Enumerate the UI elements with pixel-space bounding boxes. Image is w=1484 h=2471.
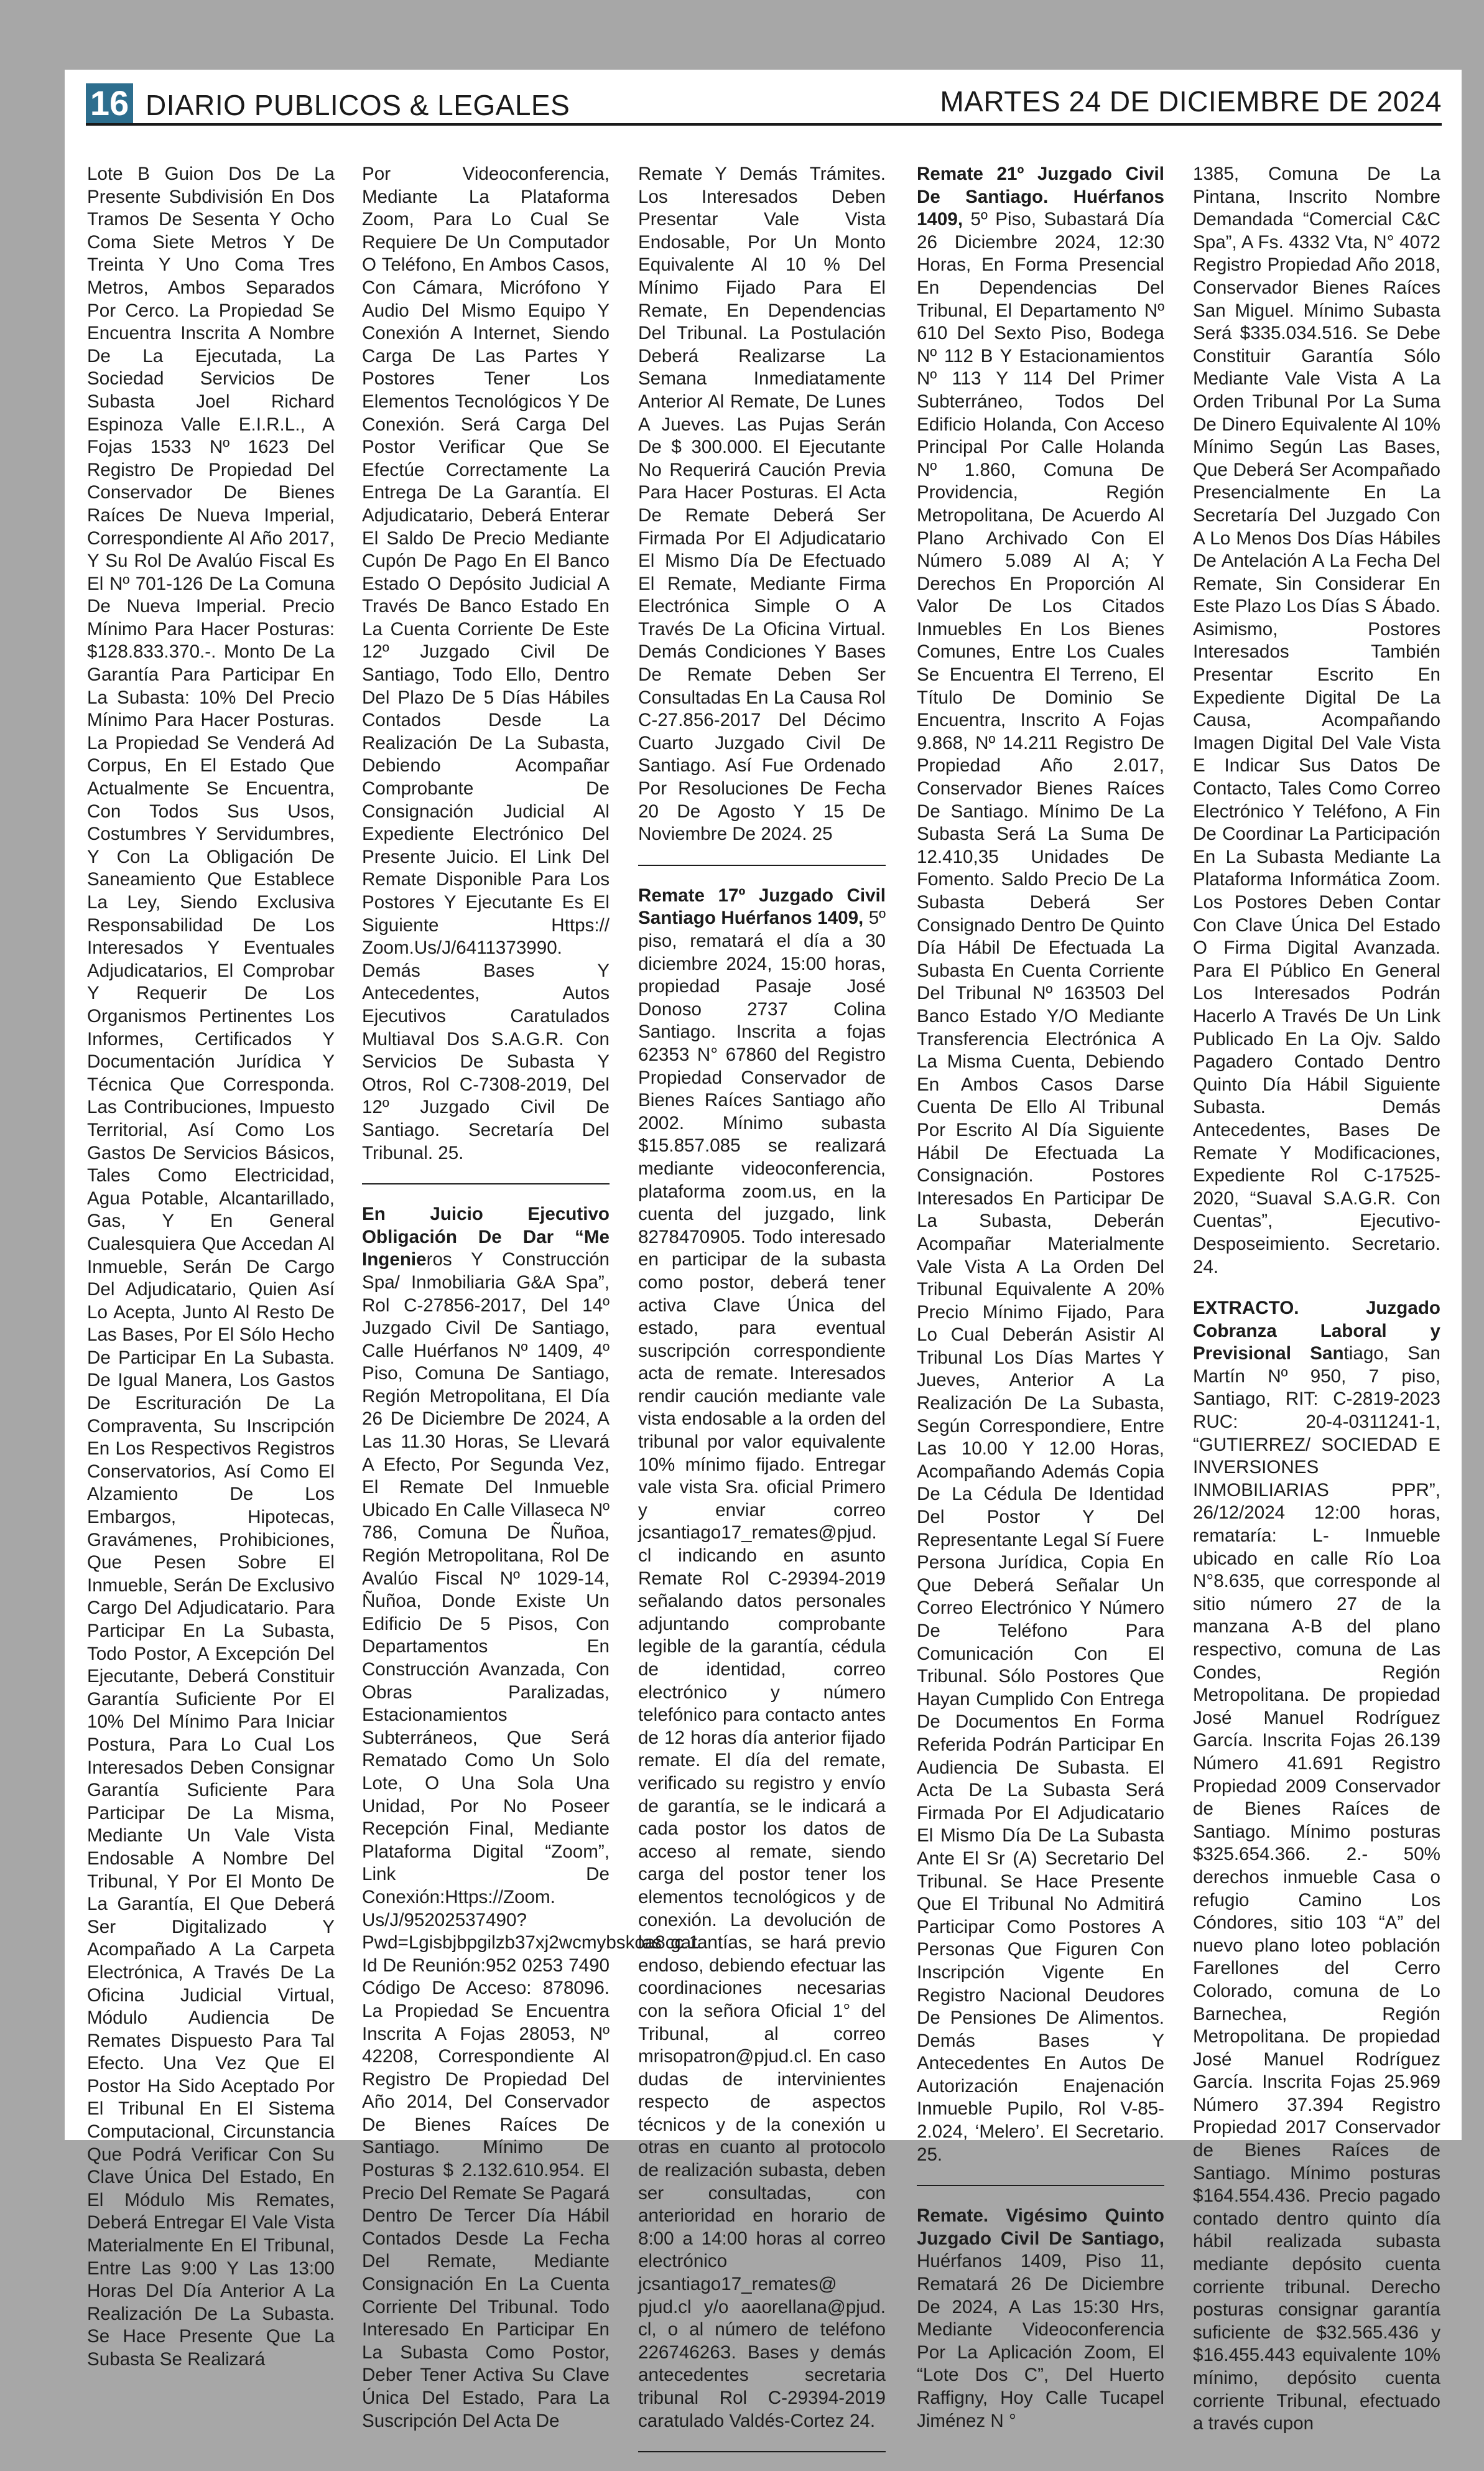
notice-body: Por Videoconferencia, Mediante La Plataforma Zoom, Para Lo Cual Se Requiere De Un Computador O Teléfono, En Ambos Casos, Con Cámara, Micrófono Y Audio Del Mismo Equipo Y Conexión A Internet, Siendo Carga De Las Partes Y Postores Tener Los Elementos Tecnológicos Y De Conexión. Será Carga Del Postor Verificar Que Se Efectúe Correctamente La Entrega De La Garantía. El Adjudicatario, Deberá Enterar El Saldo De Precio Mediante Cupón De Pago En El Banco Estado O Depósito Judicial A Través De Banco Estado En La Cuenta Corriente De Este 12º Juzgado Civil De Santiago, Todo Ello, Dentro Del Plazo De 5 Días Hábiles Contados Desde La Realización De La Subasta, Debiendo Acompañar Comprobante De Consignación Judicial Al Expediente Electrónico Del Presente Juicio. El Link Del Remate Disponible Para Los Postores Y Ejecutante Es El Siguiente Https:// Zoom.Us/J/6411373990. Demás Bases Y Antecedentes, Autos Ejecutivos Caratulados Multiaval Dos S.A.G.R. Con Servicios De Subasta Y Otros, Rol C-7308-2019, Del 12º Juzgado Civil De Santiago. Secretaría Del Tribunal. 25. [362,164,610,1163]
notice-body: Remate Y Demás Trámites. Los Interesados Deben Presentar Vale Vista Endosable, Por Un Monto Equivalente Al 10 % Del Mínimo Fijado Para El Remate, En Dependencias Del Tribunal. La Postulación Deberá Realizarse La Semana Inmediatamente Anterior Al Remate, De Lunes A Jueves. Las Pujas Serán De $ 300.000. El Ejecutante No Requerirá Caución Previa Para Hacer Posturas. El Acta De Remate Deberá Ser Firmada Por El Adjudicatario El Mismo Día De Efectuado El Remate, Mediante Firma Electrónica Simple O A Través De La Oficina Virtual. Demás Condiciones Y Bases De Remate Deben Ser Consultadas En La Causa Rol C-27.856-2017 Del Décimo Cuarto Juzgado Civil De Santiago. Así Fue Ordenado Por Resoluciones De Fecha 20 De Agosto Y 15 De Noviembre De 2024. 25 [638,164,886,845]
notice-extracto-cobranza [1193,1297,1440,2436]
column-5 [1193,163,1440,2454]
column-1 [87,163,335,2390]
notice-remate-21-juzgado [917,163,1164,2166]
column-3 [638,163,886,2471]
notice-heading: Remate. Vigésimo Quinto Juzgado Civil De Santiago, [917,2205,1164,2249]
notice-body: 5º piso, rematará el día a 30 diciembre 2024, 15:00 horas, propiedad Pasaje José Donoso 2737 Colina Santiago. Inscrita a fojas 62353 N° 67860 del Registro Propiedad Conservador de Bienes Raíces Santiago año 2002. Mínimo subasta $15.857.085 se realizará mediante videoconferencia, plataforma zoom.us, en la cuenta del juzgado, link 8278470905. Todo interesado en participar de la subasta como postor, deberá tener activa Clave Única del estado, para eventual suscripción correspondiente acta de remate. Interesados rendir caución mediante vale vista endosable a la orden del tribunal por valor equivalente 10% mínimo fijado. Entregar vale vista Sra. oficial Primero y enviar correo jcsantiago17_remates@pjud. cl indicando en asunto Remate Rol C-29394-2019 señalando datos personales adjuntando comprobante legible de la garantía, cédula de identidad, correo electrónico y número telefónico para contacto antes de 12 horas día anterior fijado remate. El día del remate, verificado su registro y envío de garantía, se le indicará a cada postor los datos de acceso al remate, siendo carga del postor tener los elementos tecnológicos y de conexión. La devolución de las garantías, se hará previo endoso, debiendo efectuar las coordinaciones necesarias con la señora Oficial 1° del Tribunal, al correo mrisopatron@pjud.cl. En caso dudas de intervinientes respecto de aspectos técnicos y de la conexión u otras en cuanto al protocolo de realización subasta, deben ser consultadas, con anterioridad en horario de 8:00 a 14:00 horas al correo electrónico jcsantiago17_remates@ pjud.cl y/o aaorellana@pjud. cl, o al número de teléfono 22674626З. Bases y demás antecedentes secretaria tribunal Rol C-29394-2019 caratulado Valdés-Cortez 24. [638,908,886,2431]
notice-body: Lote B Guion Dos De La Presente Subdivisión En Dos Tramos De Sesenta Y Ocho Coma Siete Metros Y De Treinta Y Uno Coma Tres Metros, Ambos Separados Por Cerco. La Propiedad Se Encuentra Inscrita A Nombre De La Ejecutada, La Sociedad Servicios De Subasta Joel Richard Espinoza Valle E.I.R.L., A Fojas 1533 Nº 1623 Del Registro De Propiedad Del Conservador De Bienes Raíces De Nueva Imperial, Correspondiente Al Año 2017, Y Su Rol De Avalúo Fiscal Es El Nº 701-126 De La Comuna De Nueva Imperial. Precio Mínimo Para Hacer Posturas: $128.833.370.-. Monto De La Garantía Para Participar En La Subasta: 10% Del Precio Mínimo Para Hacer Posturas. La Propiedad Se Venderá Ad Corpus, En El Estado Que Actualmente Se Encuentra, Con Todos Sus Usos, Costumbres Y Servidumbres, Y Con La Obligación De Saneamiento Que Establece La Ley, Siendo Exclusiva Responsabilidad De Los Interesados Y Eventuales Adjudicatarios, El Comprobar Y Requerir De Los Organismos Pertinentes Los Informes, Certificados Y Documentación Jurídica Y Técnica Que Corresponda. Las Contribuciones, Impuesto Territorial, Así Como Los Gastos De Servicios Básicos, Tales Como Electricidad, Agua Potable, Alcantarillado, Gas, Y En General Cualesquiera Que Accedan Al Inmueble, Serán De Cargo Del Adjudicatario, Quien Así Lo Acepta, Junto Al Resto De Las Bases, Por El Sólo Hecho De Participar En La Subasta. De Igual Manera, Los Gastos De Escrituración De La Compraventa, Su Inscripción En Los Respectivos Registros Conservatorios, Así Como El Alzamiento De Los Embargos, Hipotecas, Gravámenes, Prohibiciones, Que Pesen Sobre El Inmueble, Serán De Exclusivo Cargo Del Adjudicatario. Para Participar En La Subasta, Todo Postor, A Excepción Del Ejecutante, Deberá Constituir Garantía Suficiente Por El 10% Del Mínimo Para Iniciar Postura, Para Lo Cual Los Interesados Deben Consignar Garantía Suficiente Para Participar De La Misma, Mediante Un Vale Vista Endosable A Nombre Del Tribunal, Y Por El Monto De La Garantía, El Que Deberá Ser Digitalizado Y Acompañado A La Carpeta Electrónica, A Través De La Oficina Judicial Virtual, Módulo Audiencia De Remates Dispuesto Para Tal Efecto. Una Vez Que El Postor Ha Sido Aceptado Por El Tribunal En El Sistema Computacional, Circunstancia Que Podrá Verificar Con Su Clave Única Del Estado, En El Módulo Mis Remates, Deberá Entregar El Vale Vista Materialmente En El Tribunal, Entre Las 9:00 Y Las 13:00 Horas Del Día Anterior A La Realización De La Subasta. Se Hace Presente Que La Subasta Se Realizará [87,164,335,2370]
notice-heading: Remate 21º Juzgado Civil De Santiago. Huérfanos 1409, [917,164,1164,230]
publication-name: DIARIO PUBLICOS & LEGALES [146,89,570,121]
notice-body: ros Y Construcción Spa/ Inmobiliaria G&A Spa”, Rol C-27856-2017, Del 14º Juzgado Civil De Santiago, Calle Huérfanos Nº 1409, 4º Piso, Comuna De Santiago, Región Metropolitana, El Día 26 De Diciembre De 2024, A Las 11.30 Horas, Se Llevará A Efecto, Por Segunda Vez, El Remate Del Inmueble Ubicado En Calle Villaseca Nº 786, Comuna De Ñuñoa, Región Metropolitana, Rol De Avalúo Fiscal Nº 1029-14, Ñuñoa, Donde Existe Un Edificio De 5 Pisos, Con Departamentos En Construcción Avanzada, Con Obras Paralizadas, Estacionamientos Subterráneos, Que Será Rematado Como Un Solo Lote, O Una Sola Una Unidad, Por No Poseer Recepción Final, Mediante Plataforma Digital “Zoom”, Link De Conexión:Https://Zoom. Us/J/95202537490?Pwd=Lgisbjbpgilzb37xj2wcmybskoa8cc.1 Id De Reunión:952 0253 7490 Código De Acceso: 878096. La Propiedad Se Encuentra Inscrita A Fojas 28053, Nº 42208, Correspondiente Al Registro De Propiedad Del Año 2014, Del Conservador De Bienes Raíces De Santiago. Mínimo De Posturas $ 2.132.610.954. El Precio Del Remate Se Pagará Dentro De Tercer Día Hábil Contados Desde La Fecha Del Remate, Mediante Consignación En La Cuenta Corriente Del Tribunal. Todo Interesado En Participar En La Subasta Como Postor, Deber Tener Activa Su Clave Única Del Estado, Para La Suscripción Del Acta De [362,1249,700,2431]
notice-body: 5º Piso, Subastará Día 26 Diciembre 2024, 12:30 Horas, En Forma Presencial En Dependencias Del Tribunal, El Departamento Nº 610 Del Sexto Piso, Bodega Nº 112 B Y Estacionamientos Nº 113 Y 114 Del Primer Subterráneo, Todos Del Edificio Holanda, Con Acceso Principal Por Calle Holanda Nº 1.860, Comuna De Providencia, Región Metropolitana, De Acuerdo Al Plano Archivado Con El Número 5.089 Al A; Y Derechos En Proporción Al Valor De Los Citados Inmuebles En Los Bienes Comunes, Entre Los Cuales Se Encuentra El Terreno, El Título De Dominio Se Encuentra, Inscrito A Fojas 9.868, Nº 14.211 Registro De Propiedad Año 2.017, Conservador Bienes Raíces De Santiago. Mínimo De La Subasta Será La Suma De 12.410,35 Unidades De Fomento. Saldo Precio De La Subasta Deberá Ser Consignado Dentro De Quinto Día Hábil De Efectuada La Subasta En Cuenta Corriente Del Tribunal Nº 163503 Del Banco Estado Y/O Mediante Transferencia Electrónica A La Misma Cuenta, Debiendo En Ambos Casos Darse Cuenta De Ello Al Tribunal Por Escrito Al Día Siguiente Hábil De Efectuada La Consignación. Postores Interesados En Participar De La Subasta, Deberán Acompañar Materialmente Vale Vista A La Orden Del Tribunal Equivalente A 20% Precio Mínimo Fijado, Para Lo Cual Deberán Asistir Al Tribunal Los Días Martes Y Jueves, Anterior A La Realización De La Subasta, Según Correspondiere, Entre Las 10.00 Y 12.00 Horas, Acompañando Además Copia De La Cédula De Identidad Del Postor Y Del Representante Legal Sí Fuere Persona Jurídica, Copia En Que Deberá Señalar Un Correo Electrónico Y Número De Teléfono Para Comunicación Con El Tribunal. Sólo Postores Que Hayan Cumplido Con Entrega De Documentos En Forma Referida Podrán Participar En Audiencia De Subasta. El Acta De La Subasta Será Firmada Por El Adjudicatario El Mismo Día De La Subasta Ante El Sr (A) Secretario Del Tribunal. Se Hace Presente Que El Tribunal No Admitirá Participar Como Postores A Personas Que Figuren Con Inscripción Vigente En Registro Nacional Deudores De Pensiones De Alimentos. Demás Bases Y Antecedentes En Autos De Autorización Enajenación Inmueble Pupilo, Rol V-85-2.024, ‘Melero’. El Secretario. 25. [917,209,1164,2165]
column-2 [362,163,700,2451]
notice-remate-25-juzgado [917,2205,1164,2432]
notice-separator [638,865,886,866]
masthead [86,80,1442,123]
notice-body: tiago, San Martín Nº 950, 7 piso, Santiago, RIT: C-2819-2023 RUC: 20-4-0311241-1, “GUTIERREZ/ SOCIEDAD E INVERSIONES INMOBILIARIAS PPR”, 26/12/2024 12:00 horas, remataría: L- Inmueble ubicado en calle Río Loa N°8.635, que corresponde al sitio número 27 de la manzana A-B del plano respectivo, comuna de Las Condes, Región Metropolitana. De propiedad José Manuel Rodríguez García. Inscrita Fojas 26.139 Número 41.691 Registro Propiedad 2009 Conservador de Bienes Raíces de Santiago. Mínimo posturas $325.654.366. 2.- 50% derechos inmueble Casa o refugio Camino Los Cóndores, sitio 103 “A” del nuevo plano loteo población Farellones del Cerro Colorado, comuna de Lo Barnechea, Región Metropolitana. De propiedad José Manuel Rodríguez García. Inscrita Fojas 25.969 Número 37.394 Registro Propiedad 2017 Conservador de Bienes Raíces de Santiago. Mínimo posturas $164.554.436. Precio pagado contado dentro quinto día hábil realizada subasta mediante depósito cuenta corriente tribunal. Derecho posturas consignar garantía suficiente de $32.565.436 y $16.455.443 equivalente 10% mínimo, depósito cuenta corriente Tribunal, efectuado a través cupon [1193,1343,1440,2434]
notice-juicio-ejecutivo [362,1203,700,2432]
notice-heading: EXTRACTO. Juzgado Cobranza Laboral y Previsional San [1193,1298,1440,1364]
notice-separator [362,1183,610,1184]
notice-body: Huérfanos 1409, Piso 11, Rematará 26 De Diciembre De 2024, A Las 15:30 Hrs, Mediante Videoconferencia Por La Aplicación Zoom, El “Lote Dos C”, Del Huerto Raffigny, Hoy Calle Tucapel Jiménez N ° [917,2251,1164,2431]
notice-separator [638,2451,886,2452]
notice-heading: En Juicio Ejecutivo Obligación De Dar “Me Ingenie [362,1204,610,1270]
column-4 [917,163,1164,2451]
notice-body: 1385, Comuna De La Pintana, Inscrito Nombre Demandada “Comercial C&C Spa”, A Fs. 4332 Vta, N° 4072 Registro Propiedad Año 2018, Conservador Bienes Raíces San Miguel. Mínimo Subasta Será $335.034.516. Se Debe Constituir Garantía Sólo Mediante Vale Vista A La Orden Tribunal Por La Suma De Dinero Equivalente Al 10% Mínimo Según Las Bases, Que Deberá Ser Acompañado Presencialmente En La Secretaría Del Juzgado Con A Lo Menos Dos Días Hábiles De Antelación A La Fecha Del Remate, Sin Considerar En Este Plazo Los Días S Ábado. Asimismo, Postores Interesados También Presentar Escrito En Expediente Digital De La Causa, Acompañando Imagen Digital Del Vale Vista E Indicar Sus Datos De Contacto, Tales Como Correo Electrónico Y Teléfono, A Fin De Coordinar La Participación En La Subasta Mediante La Plataforma Informática Zoom. Los Postores Deben Contar Con Clave Única Del Estado O Firma Digital Avanzada. Para El Público En General Los Interesados Podrán Hacerlo A Través De Un Link Publicado En La Ojv. Saldo Pagadero Contado Dentro Quinto Día Hábil Siguiente Subasta. Demás Antecedentes, Bases De Remate Y Modificaciones, Expediente Rol C-17525-2020, “Suaval S.A.G.R. Con Cuentas”, Ejecutivo-Desposeimiento. Secretario. 24. [1193,164,1440,1277]
notice-heading: Remate 17º Juzgado Civil Santiago Huérfanos 1409, [638,885,886,929]
issue-date: MARTES 24 DE DICIEMBRE DE 2024 [940,85,1442,118]
notice-remate-17-juzgado [638,885,886,2432]
notice-continued-col1 [87,163,335,2371]
notice-continued-col3 [638,163,886,846]
masthead-rule [86,123,1442,126]
notice-continued-col5 [1193,163,1440,1278]
notice-separator [917,2185,1164,2186]
notice-continued-col2 [362,163,610,1165]
page-number: 16 [86,83,133,123]
